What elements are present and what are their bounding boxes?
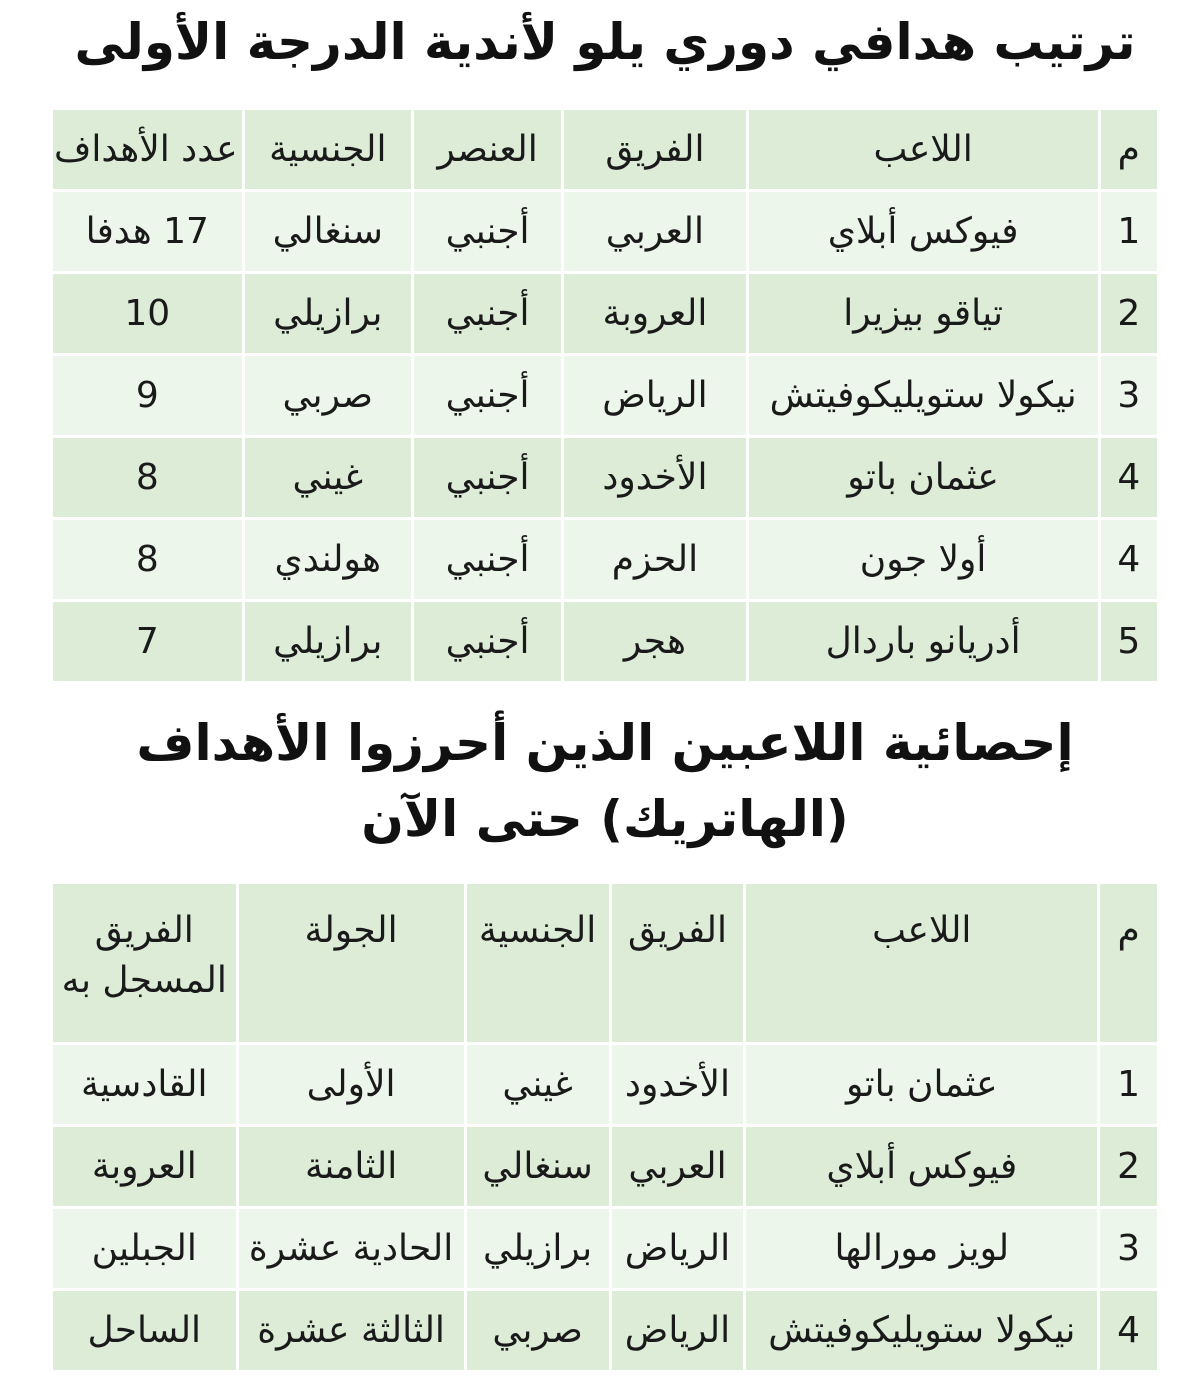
cell-team: الرياض (624, 1228, 731, 1269)
cell-rank: 1 (1117, 1064, 1141, 1105)
cell-rank: 3 (1117, 375, 1141, 416)
col-player-header: اللاعب (873, 129, 973, 170)
scorers-body (53, 192, 1157, 681)
hattrick-title (50, 705, 1160, 857)
table-row (53, 438, 1157, 517)
cell-rank: 2 (1117, 293, 1141, 334)
cell-against: الجبلين (91, 1228, 197, 1269)
cell-nationality: سنغالي (482, 1146, 593, 1187)
cell-team: العروبة (602, 293, 708, 334)
scorers-table (50, 107, 1160, 684)
cell-player: تياقو بيزيرا (843, 293, 1003, 334)
cell-player: أدريانو باردال (825, 621, 1021, 662)
cell-nationality: هولندي (274, 539, 382, 580)
scorers-header-row (53, 110, 1157, 189)
col-round-header: الجولة (304, 910, 398, 951)
cell-status: أجنبي (445, 293, 530, 334)
cell-round: الأولى (306, 1064, 396, 1105)
hattrick-title-line1: إحصائية اللاعبين الذين أحرزوا الأهداف (136, 714, 1074, 772)
cell-against: القادسية (81, 1064, 208, 1105)
hattrick-title-line2: (الهاتريك) حتى الآن (361, 790, 849, 848)
cell-against: العروبة (91, 1146, 197, 1187)
cell-nationality: برازيلي (482, 1228, 593, 1269)
table-row (53, 520, 1157, 599)
cell-rank: 1 (1117, 211, 1141, 252)
cell-team: الرياض (602, 375, 708, 416)
cell-player: نيكولا ستويليكوفيتش (769, 375, 1077, 416)
table-row (53, 1127, 1157, 1206)
scorers-title: ترتيب هدافي دوري يلو لأندية الدرجة الأولى (74, 13, 1136, 71)
cell-team: الأخدود (602, 457, 708, 498)
col-status-header: العنصر (437, 129, 538, 170)
cell-nationality: غيني (502, 1064, 573, 1105)
cell-player: فيوكس أبلاي (826, 1146, 1018, 1187)
cell-team: الأخدود (624, 1064, 731, 1105)
cell-round: الحادية عشرة (248, 1228, 454, 1269)
cell-player: فيوكس أبلاي (827, 211, 1019, 252)
cell-rank: 4 (1117, 1310, 1141, 1351)
cell-rank: 4 (1117, 457, 1141, 498)
cell-goals: 17 هدفا (85, 211, 209, 252)
cell-nationality: برازيلي (273, 621, 383, 662)
cell-status: أجنبي (445, 457, 530, 498)
cell-rank: 5 (1117, 621, 1141, 662)
col-team-header: الفريق (605, 129, 705, 170)
cell-round: الثالثة عشرة (257, 1310, 445, 1351)
cell-team: هجر (623, 621, 686, 662)
cell-goals: 8 (135, 457, 159, 498)
table-row (53, 602, 1157, 681)
cell-status: أجنبي (445, 539, 530, 580)
hattrick-body (53, 1045, 1157, 1370)
cell-goals: 7 (135, 621, 159, 662)
cell-rank: 2 (1117, 1146, 1141, 1187)
cell-goals: 9 (135, 375, 159, 416)
cell-goals: 8 (135, 539, 159, 580)
hattrick-header-row (53, 884, 1157, 1042)
cell-team: الرياض (624, 1310, 731, 1351)
table-row (53, 356, 1157, 435)
cell-player: نيكولا ستويليكوفيتش (768, 1310, 1076, 1351)
cell-nationality: صربي (492, 1310, 583, 1351)
cell-against: الساحل (87, 1310, 202, 1351)
cell-player: عثمان باتو (847, 457, 999, 498)
cell-status: أجنبي (445, 621, 530, 662)
cell-status: أجنبي (445, 211, 530, 252)
cell-goals: 10 (124, 293, 171, 334)
table-row (53, 1045, 1157, 1124)
cell-team: العربي (605, 211, 705, 252)
cell-team: الحزم (611, 539, 699, 580)
col-rank-header: م (1117, 910, 1140, 951)
cell-player: لويز مورالها (834, 1228, 1010, 1269)
col-player-header: اللاعب (872, 910, 972, 951)
col-nationality-header: الجنسية (478, 910, 597, 951)
table-row (53, 274, 1157, 353)
table-row (53, 1291, 1157, 1370)
col-against-header: الفريق المسجل به (61, 910, 227, 1001)
cell-rank: 3 (1117, 1228, 1141, 1269)
col-rank-header: م (1117, 129, 1140, 170)
cell-team: العربي (628, 1146, 727, 1187)
table-row (53, 192, 1157, 271)
col-team-header: الفريق (627, 910, 728, 951)
cell-player: أولا جون (859, 539, 987, 580)
cell-nationality: برازيلي (273, 293, 383, 334)
col-goals-header: عدد الأهداف (54, 129, 238, 170)
cell-nationality: صربي (282, 375, 374, 416)
cell-rank: 4 (1117, 539, 1141, 580)
cell-player: عثمان باتو (845, 1064, 998, 1105)
table-row (53, 1209, 1157, 1288)
col-nationality-header: الجنسية (269, 129, 387, 170)
cell-status: أجنبي (445, 375, 530, 416)
hattrick-table (50, 881, 1160, 1373)
cell-nationality: غيني (292, 457, 364, 498)
cell-round: الثامنة (304, 1146, 398, 1187)
cell-nationality: سنغالي (272, 211, 383, 252)
